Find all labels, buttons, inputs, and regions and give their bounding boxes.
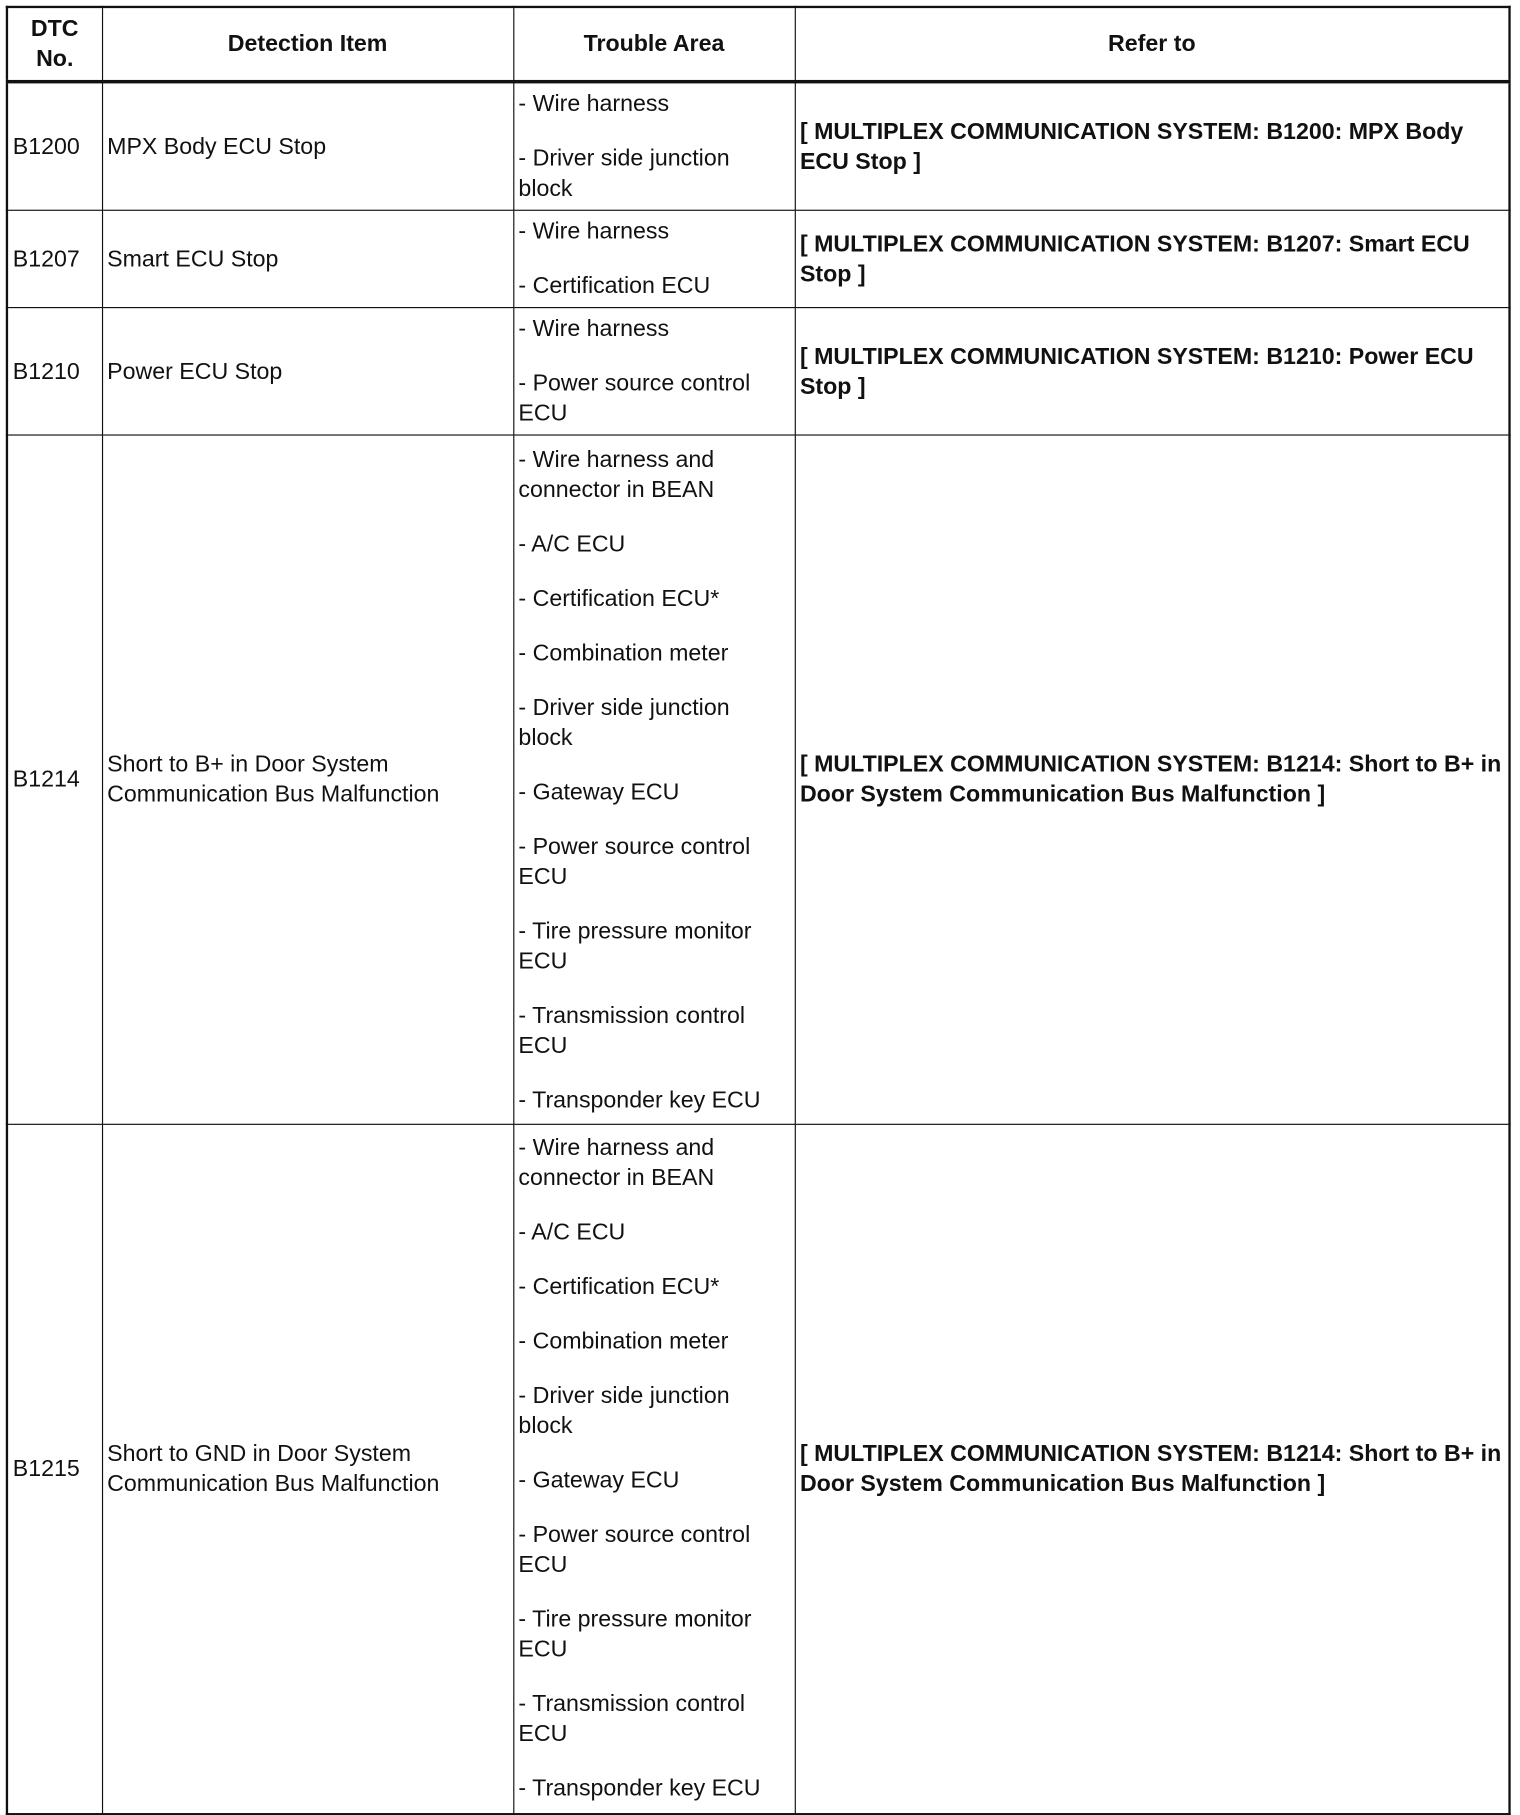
trouble-area-item: - Tire pressure monitor ECU [518,1607,752,1663]
table-row [7,435,1510,1124]
header-dtc-no: DTC No. [7,7,102,82]
trouble-area-item: - Driver side junction block [518,1383,730,1440]
refer-to-link[interactable]: [ MULTIPLEX COMMUNICATION SYSTEM: B1210: Power ECU Stop ] [795,308,1510,435]
trouble-area-item: - Wire harness [518,91,670,118]
trouble-area-item: - Combination meter [518,640,729,666]
detection-item: Smart ECU Stop [102,210,513,307]
trouble-area [513,308,795,435]
trouble-area-item: - Power source control ECU [518,370,751,427]
trouble-area [513,435,795,1124]
dtc-code: B1210 [7,308,102,435]
trouble-area-item: - Wire harness and connector in BEAN [518,1135,715,1192]
refer-to-link[interactable]: [ MULTIPLEX COMMUNICATION SYSTEM: B1214: Short to B+ in Door System Communication Bus Malfunction ] [795,435,1510,1124]
header-detection-item: Detection Item [102,7,513,82]
trouble-area-item: - Wire harness and connector in BEAN [518,446,715,503]
dtc-code: B1214 [7,435,102,1124]
trouble-area-item: - Driver side junction block [518,145,730,202]
table-row [7,1124,1510,1813]
dtc-code: B1215 [7,1124,102,1813]
trouble-area-item: - Transmission control ECU [518,1002,746,1059]
refer-to-link[interactable]: [ MULTIPLEX COMMUNICATION SYSTEM: B1214: Short to B+ in Door System Communication Bus Malfunction ] [795,1124,1510,1813]
trouble-area-item: - Power source control ECU [518,1522,751,1579]
trouble-area-item: - A/C ECU [518,1220,626,1246]
trouble-area-item: - Transponder key ECU [518,1776,761,1802]
detection-item: Power ECU Stop [102,308,513,435]
dtc-table-body [7,82,1510,1814]
trouble-area-item: - A/C ECU [518,531,626,557]
dtc-code: B1200 [7,82,102,211]
trouble-area [513,82,795,211]
trouble-area-item: - Gateway ECU [518,1468,680,1494]
trouble-area-item: - Certification ECU* [518,1274,720,1301]
trouble-area-item: - Gateway ECU [518,779,680,805]
table-row [7,308,1510,435]
table-row [7,210,1510,307]
trouble-area-item: - Power source control ECU [518,833,751,890]
trouble-area-item: - Certification ECU* [518,585,720,612]
trouble-area [513,210,795,307]
trouble-area-item: - Wire harness [518,316,670,342]
refer-to-link[interactable]: [ MULTIPLEX COMMUNICATION SYSTEM: B1200: MPX Body ECU Stop ] [795,82,1510,211]
table-row [7,82,1510,211]
trouble-area-item: - Transponder key ECU [518,1087,761,1113]
header-refer-to: Refer to [795,7,1510,82]
trouble-area [513,1124,795,1813]
detection-item: Short to B+ in Door System Communication Bus Malfunction [102,435,513,1124]
detection-item: MPX Body ECU Stop [102,82,513,211]
trouble-area-item: - Transmission control ECU [518,1691,746,1748]
trouble-area-item: - Driver side junction block [518,694,730,751]
refer-to-link[interactable]: [ MULTIPLEX COMMUNICATION SYSTEM: B1207: Smart ECU Stop ] [795,210,1510,307]
trouble-area-item: - Tire pressure monitor ECU [518,918,752,974]
dtc-table [6,6,1511,1815]
trouble-area-item: - Combination meter [518,1329,729,1355]
trouble-area-item: - Certification ECU [518,273,711,299]
detection-item: Short to GND in Door System Communication Bus Malfunction [102,1124,513,1813]
dtc-code: B1207 [7,210,102,307]
header-trouble-area: Trouble Area [513,7,795,82]
trouble-area-item: - Wire harness [518,218,670,245]
table-header-row [7,7,1510,82]
